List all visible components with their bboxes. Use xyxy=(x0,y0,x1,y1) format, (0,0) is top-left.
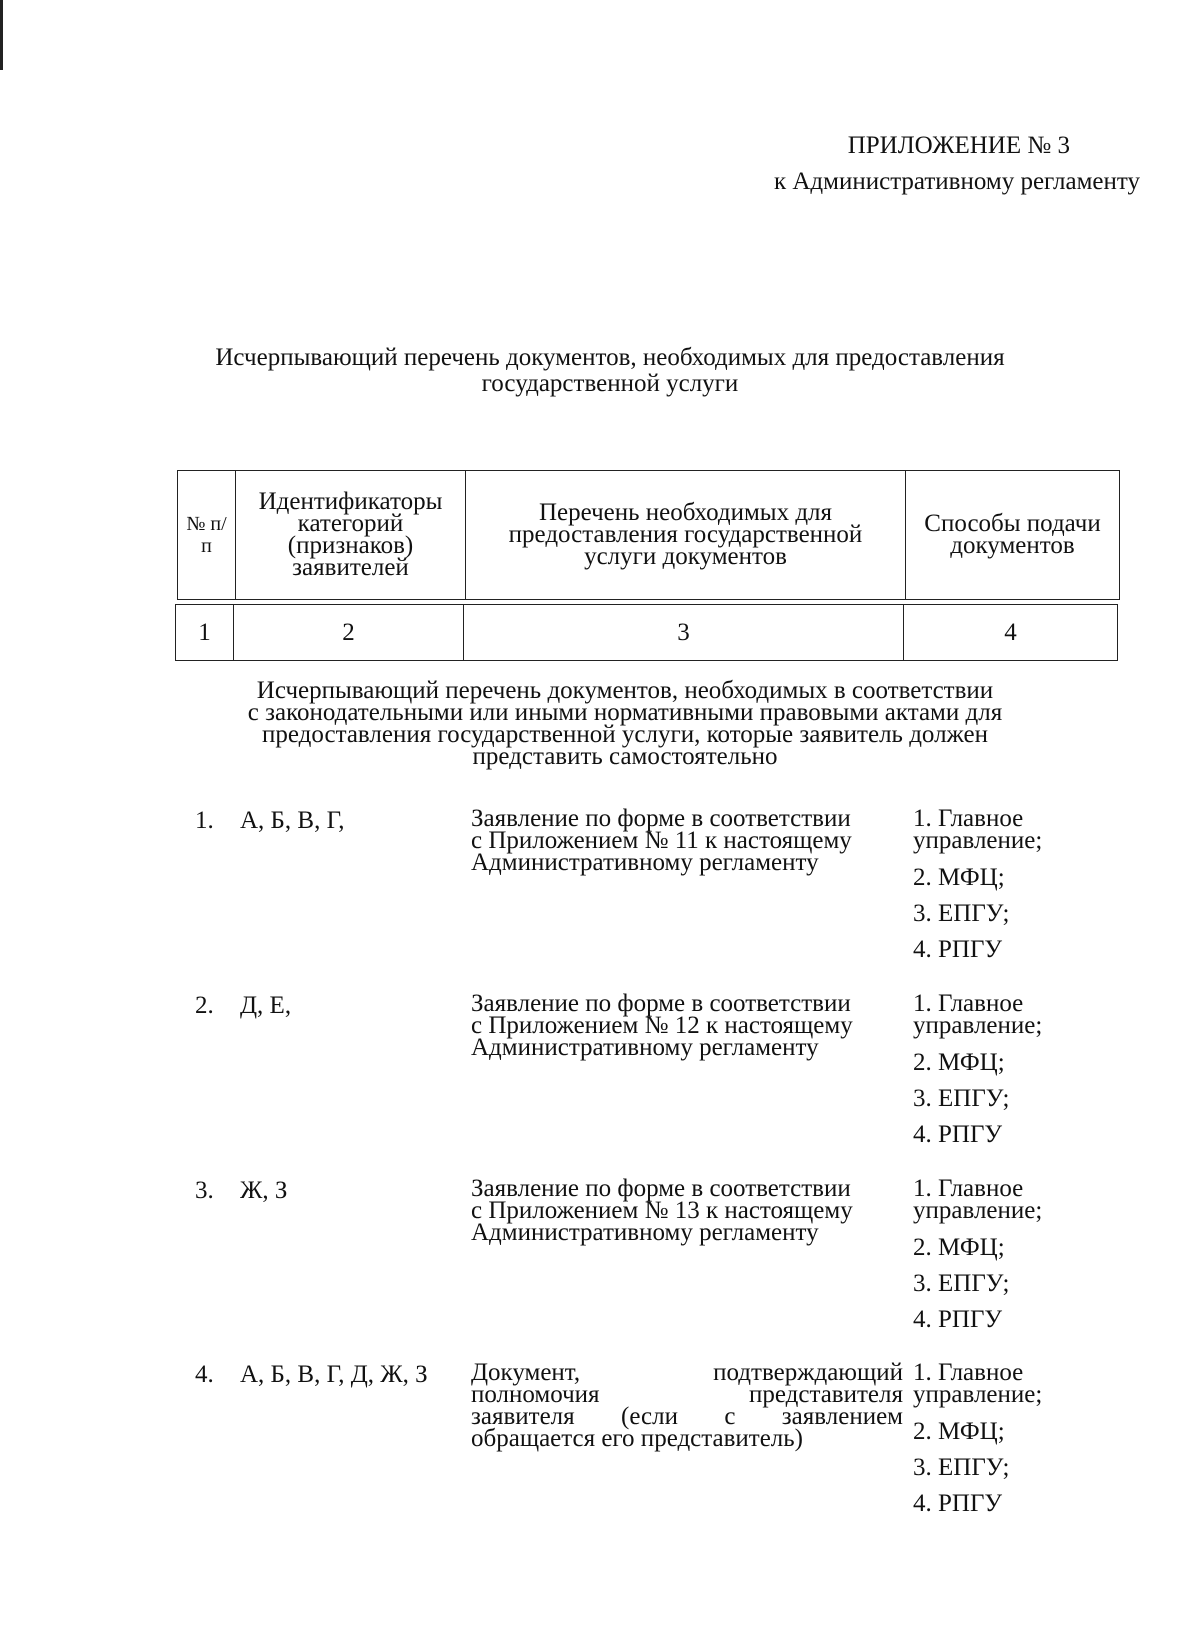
annex-number: ПРИЛОЖЕНИЕ № 3 xyxy=(847,132,1070,159)
row-document-line: с Приложением № 13 к настоящему xyxy=(471,1197,853,1224)
method-item: 1. Главное xyxy=(913,1359,1024,1386)
section-title-line-3: предоставления государственной услуги, которые заявитель должен xyxy=(262,721,988,748)
row-document-line: Заявление по форме в соответствии xyxy=(471,805,851,832)
column-number-2: 2 xyxy=(234,605,464,661)
row-index: 3. xyxy=(195,1177,214,1204)
row-categories: Ж, З xyxy=(240,1177,288,1204)
row-methods xyxy=(913,1359,1073,1522)
section-title-line-1: Исчерпывающий перечень документов, необходимых в соответствии xyxy=(256,677,994,704)
method-item: управление; xyxy=(913,1381,1043,1408)
section-title-line-2: с законодательными или иными нормативными правовыми актами для xyxy=(247,699,1003,726)
row-categories: Д, Е, xyxy=(240,992,292,1019)
row-document-line: Заявление по форме в соответствии xyxy=(471,990,851,1017)
row-methods xyxy=(913,805,1073,968)
row-document-line: заявителя (если с заявлением xyxy=(471,1403,903,1430)
column-numbers-row xyxy=(175,604,1118,661)
row-document-line: Административному регламенту xyxy=(471,1219,819,1246)
row-document-line: с Приложением № 12 к настоящему xyxy=(471,1012,853,1039)
method-item: управление; xyxy=(913,827,1043,854)
method-item: 3. ЕПГУ; xyxy=(913,900,1010,927)
scan-edge-mark xyxy=(0,0,3,70)
header-col-documents: Перечень необходимых для предоставления государственной услуги документов xyxy=(466,471,906,600)
row-document-line: с Приложением № 11 к настоящему xyxy=(471,827,852,854)
method-item: 2. МФЦ; xyxy=(913,1049,1005,1076)
document-title-line-2: государственной услуги xyxy=(481,370,739,397)
header-col-methods: Способы подачи документов xyxy=(906,471,1120,600)
row-document xyxy=(471,1359,903,1452)
row-document-line: полномочия представителя xyxy=(471,1381,903,1408)
row-categories: А, Б, В, Г, Д, Ж, З xyxy=(240,1361,428,1388)
method-item: управление; xyxy=(913,1012,1043,1039)
row-index: 4. xyxy=(195,1361,214,1388)
method-item: 2. МФЦ; xyxy=(913,1418,1005,1445)
document-title xyxy=(170,345,1050,397)
method-item: управление; xyxy=(913,1197,1043,1224)
table-header xyxy=(177,470,1120,600)
column-number-3: 3 xyxy=(464,605,904,661)
column-number-1: 1 xyxy=(176,605,234,661)
annex-header xyxy=(774,128,1140,200)
section-title-line-4: представить самостоятельно xyxy=(472,743,778,770)
row-document xyxy=(471,805,903,876)
row-document xyxy=(471,990,903,1061)
annex-reference: к Административному регламенту xyxy=(773,168,1140,195)
document-title-line-1: Исчерпывающий перечень документов, необходимых для предоставления xyxy=(215,344,1005,371)
row-document-line: Административному регламенту xyxy=(471,849,819,876)
row-index: 1. xyxy=(195,807,214,834)
header-col-number: № п/п xyxy=(178,471,236,600)
row-document-line: Заявление по форме в соответствии xyxy=(471,1175,851,1202)
row-document xyxy=(471,1175,903,1246)
method-item: 4. РПГУ xyxy=(913,1490,1003,1517)
method-item: 4. РПГУ xyxy=(913,936,1003,963)
header-col-categories: Идентификаторы категорий (признаков) заявителей xyxy=(236,471,466,600)
method-item: 1. Главное xyxy=(913,1175,1024,1202)
method-item: 4. РПГУ xyxy=(913,1306,1003,1333)
row-categories: А, Б, В, Г, xyxy=(240,807,345,834)
method-item: 4. РПГУ xyxy=(913,1121,1003,1148)
row-index: 2. xyxy=(195,992,214,1019)
row-document-line: Документ, подтверждающий xyxy=(471,1359,903,1386)
method-item: 1. Главное xyxy=(913,990,1024,1017)
row-methods xyxy=(913,1175,1073,1338)
method-item: 3. ЕПГУ; xyxy=(913,1085,1010,1112)
method-item: 2. МФЦ; xyxy=(913,864,1005,891)
method-item: 2. МФЦ; xyxy=(913,1234,1005,1261)
method-item: 1. Главное xyxy=(913,805,1024,832)
section-title xyxy=(195,677,1055,770)
row-document-line: обращается его представитель) xyxy=(471,1425,804,1452)
method-item: 3. ЕПГУ; xyxy=(913,1454,1010,1481)
row-document-line: Административному регламенту xyxy=(471,1034,819,1061)
method-item: 3. ЕПГУ; xyxy=(913,1270,1010,1297)
row-methods xyxy=(913,990,1073,1153)
column-number-4: 4 xyxy=(904,605,1118,661)
